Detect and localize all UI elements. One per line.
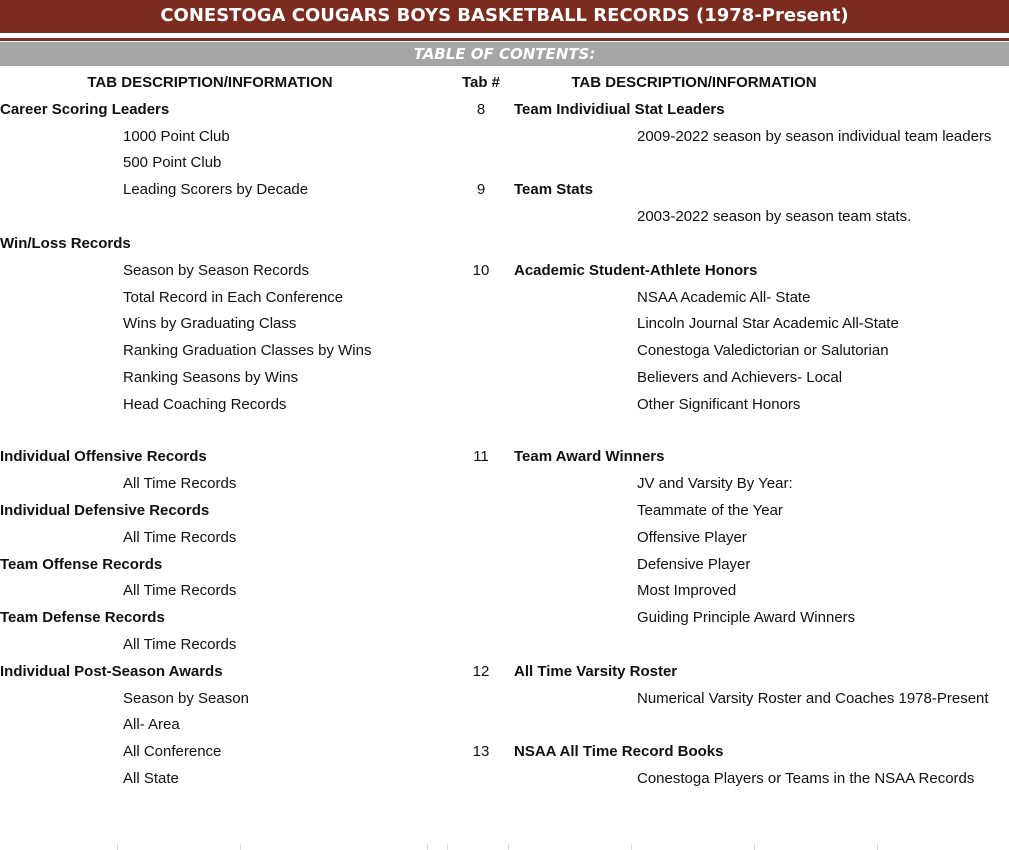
tab-number: 8 bbox=[476, 101, 486, 118]
left-item: 1000 Point Club bbox=[123, 128, 230, 145]
right-heading: All Time Varsity Roster bbox=[514, 663, 678, 680]
table-row bbox=[0, 149, 1009, 176]
table-row bbox=[0, 176, 1009, 203]
table-row bbox=[0, 443, 1009, 470]
left-item: Head Coaching Records bbox=[123, 396, 287, 413]
right-item: Other Significant Honors bbox=[637, 396, 801, 413]
left-heading: Individual Defensive Records bbox=[0, 502, 210, 519]
right-item: NSAA Academic All- State bbox=[637, 289, 811, 306]
table-row bbox=[0, 123, 1009, 150]
right-item: Numerical Varsity Roster and Coaches 1978-Present bbox=[637, 690, 989, 707]
table-row bbox=[0, 711, 1009, 738]
left-item: Season by Season bbox=[123, 690, 249, 707]
table-row bbox=[0, 284, 1009, 311]
right-item: Teammate of the Year bbox=[637, 502, 783, 519]
table-row bbox=[0, 257, 1009, 284]
right-item: Defensive Player bbox=[637, 556, 751, 573]
right-item: Offensive Player bbox=[637, 529, 747, 546]
left-item: All State bbox=[123, 770, 179, 787]
table-row bbox=[0, 551, 1009, 578]
left-item: Ranking Seasons by Wins bbox=[123, 369, 299, 386]
tab-number: 9 bbox=[476, 181, 486, 198]
table-row bbox=[0, 631, 1009, 658]
header-right-description: TAB DESCRIPTION/INFORMATION bbox=[571, 74, 817, 91]
table-row bbox=[0, 364, 1009, 391]
left-item: 500 Point Club bbox=[123, 154, 222, 171]
left-item: Ranking Graduation Classes by Wins bbox=[123, 342, 372, 359]
right-heading: Academic Student-Athlete Honors bbox=[514, 262, 758, 279]
table-row bbox=[0, 685, 1009, 712]
header-left-description: TAB DESCRIPTION/INFORMATION bbox=[87, 74, 333, 91]
right-item: 2009-2022 season by season individual team leaders bbox=[637, 128, 992, 145]
left-item: All- Area bbox=[123, 716, 180, 733]
table-row bbox=[0, 470, 1009, 497]
right-item: Conestoga Valedictorian or Salutorian bbox=[637, 342, 889, 359]
table-row bbox=[0, 524, 1009, 551]
table-row bbox=[0, 337, 1009, 364]
table-row bbox=[0, 658, 1009, 685]
left-item: All Conference bbox=[123, 743, 222, 760]
cell-grid-ticks bbox=[0, 844, 1009, 850]
table-row bbox=[0, 577, 1009, 604]
table-row bbox=[0, 391, 1009, 418]
right-item: Conestoga Players or Teams in the NSAA Records bbox=[637, 770, 975, 787]
right-item: Guiding Principle Award Winners bbox=[637, 609, 856, 626]
table-row bbox=[0, 230, 1009, 257]
left-heading: Individual Offensive Records bbox=[0, 448, 207, 465]
right-heading: Team Individiual Stat Leaders bbox=[514, 101, 725, 118]
left-item: All Time Records bbox=[123, 529, 237, 546]
table-row bbox=[0, 765, 1009, 792]
left-item: All Time Records bbox=[123, 582, 237, 599]
tab-number: 11 bbox=[473, 448, 489, 465]
table-row bbox=[0, 738, 1009, 765]
table-row bbox=[0, 203, 1009, 230]
table-row bbox=[0, 310, 1009, 337]
right-item: JV and Varsity By Year: bbox=[637, 475, 793, 492]
page-title: CONESTOGA COUGARS BOYS BASKETBALL RECORDS (1978-Present) bbox=[0, 0, 1009, 33]
left-item: Season by Season Records bbox=[123, 262, 309, 279]
right-item: Believers and Achievers- Local bbox=[637, 369, 843, 386]
left-item: Leading Scorers by Decade bbox=[123, 181, 309, 198]
tab-number: 13 bbox=[472, 743, 490, 760]
left-item: Wins by Graduating Class bbox=[123, 315, 297, 332]
right-item: Lincoln Journal Star Academic All-State bbox=[637, 315, 899, 332]
left-item: All Time Records bbox=[123, 475, 237, 492]
right-heading: Team Stats bbox=[514, 181, 593, 198]
right-heading: NSAA All Time Record Books bbox=[514, 743, 724, 760]
table-row bbox=[0, 604, 1009, 631]
left-heading: Team Offense Records bbox=[0, 556, 163, 573]
table-of-contents-banner: TABLE OF CONTENTS: bbox=[0, 42, 1009, 66]
left-heading: Career Scoring Leaders bbox=[0, 101, 170, 118]
left-heading: Team Defense Records bbox=[0, 609, 165, 626]
tab-number: 10 bbox=[472, 262, 490, 279]
table-row bbox=[0, 96, 1009, 123]
title-divider bbox=[0, 38, 1009, 41]
table-row bbox=[0, 497, 1009, 524]
left-heading: Individual Post-Season Awards bbox=[0, 663, 223, 680]
left-item: Total Record in Each Conference bbox=[123, 289, 344, 306]
right-item: 2003-2022 season by season team stats. bbox=[637, 208, 912, 225]
header-tab-number: Tab # bbox=[461, 74, 501, 91]
left-item: All Time Records bbox=[123, 636, 237, 653]
right-heading: Team Award Winners bbox=[514, 448, 665, 465]
right-item: Most Improved bbox=[637, 582, 737, 599]
tab-number: 12 bbox=[472, 663, 490, 680]
left-heading: Win/Loss Records bbox=[0, 235, 131, 252]
column-header-row bbox=[0, 69, 1009, 96]
